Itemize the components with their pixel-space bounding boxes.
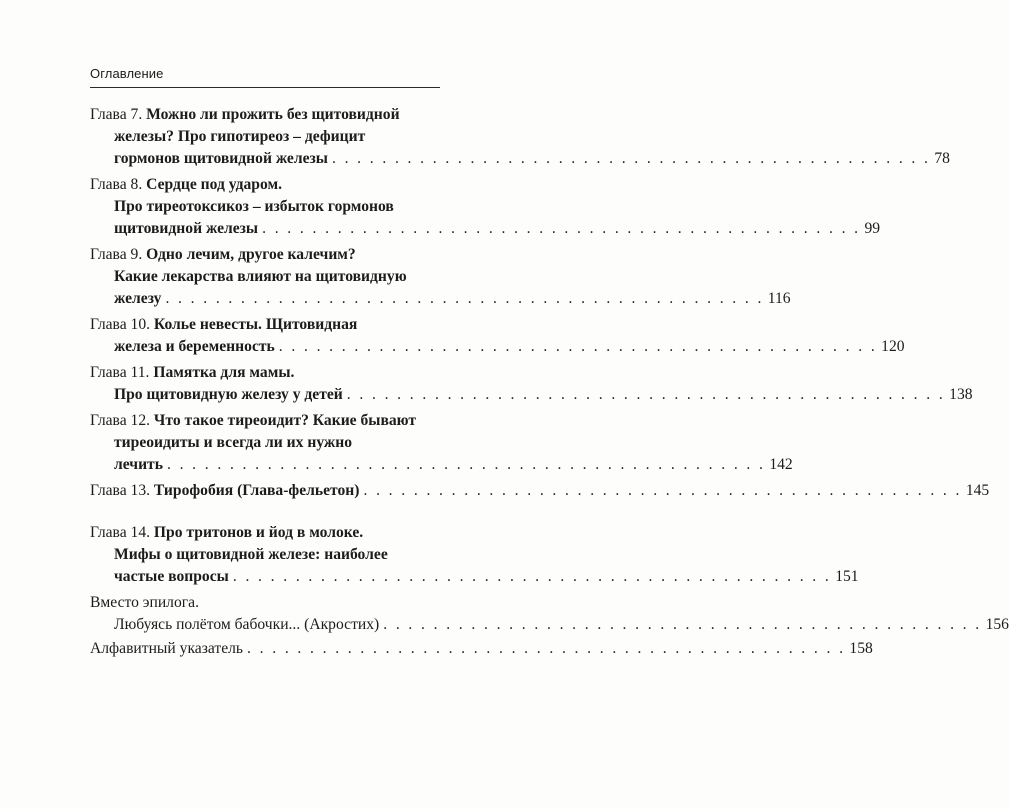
chapter-title: частые вопросы <box>114 568 229 585</box>
chapter-label: Глава 10. <box>90 316 154 333</box>
section-header: Оглавление <box>90 66 164 81</box>
chapter-title: щитовидной железы <box>114 220 259 237</box>
chapter-title: гормонов щитовидной железы <box>114 150 328 167</box>
chapter-title: Про тритонов и йод в молоке. <box>153 524 364 541</box>
chapter-title: Какие лекарства влияют на щитовидную <box>114 268 407 285</box>
chapter-label: Глава 14. <box>90 524 154 541</box>
leader-dots: . . . . . . . . . . . . . . . . . . . . . . . . . . . . . . . . . . . . . . . . . . . . . . . . <box>363 482 962 499</box>
toc-entry[interactable] <box>90 592 1009 636</box>
leader-dots: . . . . . . . . . . . . . . . . . . . . . . . . . . . . . . . . . . . . . . . . . . . . . . . . <box>331 150 931 167</box>
page-number: 156 <box>985 616 1009 633</box>
page-number: 116 <box>767 290 791 307</box>
epilogue-label: Вместо эпилога. <box>90 594 199 611</box>
chapter-title: Про щитовидную железу у детей <box>114 386 343 403</box>
toc-entry[interactable] <box>90 410 793 476</box>
chapter-label: Глава 9. <box>90 246 147 263</box>
page-number: 145 <box>965 482 990 499</box>
toc-entry[interactable] <box>90 522 859 588</box>
toc-entry[interactable] <box>90 104 950 170</box>
chapter-title: Про тиреотоксикоз – избыток гормонов <box>114 198 394 215</box>
chapter-title: Колье невесты. Щитовидная <box>153 316 358 333</box>
page-number: 142 <box>769 456 793 473</box>
toc-entry[interactable] <box>90 174 881 240</box>
page-number: 138 <box>949 386 973 403</box>
chapter-title: Что такое тиреоидит? Какие бывают <box>153 412 417 429</box>
chapter-title: Можно ли прожить без щитовидной <box>146 106 400 123</box>
leader-dots: . . . . . . . . . . . . . . . . . . . . . . . . . . . . . . . . . . . . . . . . . . . . . . . . <box>262 220 861 237</box>
page-number: 78 <box>934 150 950 167</box>
chapter-label: Глава 8. <box>90 176 147 193</box>
chapter-title: железа и беременность <box>114 338 275 355</box>
page-number: 158 <box>849 640 873 657</box>
leader-dots: . . . . . . . . . . . . . . . . . . . . . . . . . . . . . . . . . . . . . . . . . . . . . . . . <box>166 456 766 473</box>
page-number: 151 <box>835 568 859 585</box>
chapter-label: Глава 12. <box>90 412 154 429</box>
chapter-title: Тирофобия (Глава-фельетон) <box>153 482 360 499</box>
page-number: 120 <box>881 338 905 355</box>
toc-entry[interactable] <box>90 638 873 660</box>
toc-entry[interactable] <box>90 314 905 358</box>
chapter-title: железу <box>114 290 162 307</box>
chapter-title: Сердце под ударом. <box>146 176 282 193</box>
toc-entry[interactable] <box>90 362 973 406</box>
toc-entry[interactable] <box>90 480 990 502</box>
chapter-label: Глава 13. <box>90 482 154 499</box>
chapter-title: лечить <box>114 456 163 473</box>
page-number: 99 <box>864 220 881 237</box>
chapter-label: Глава 7. <box>90 106 147 123</box>
chapter-title: Любуясь полётом бабочки... (Акростих) <box>114 616 380 633</box>
chapter-title: железы? Про гипотиреоз – дефицит <box>114 128 366 145</box>
leader-dots: . . . . . . . . . . . . . . . . . . . . . . . . . . . . . . . . . . . . . . . . . . . . . . . . <box>346 386 946 403</box>
chapter-title: Памятка для мамы. <box>153 364 295 381</box>
chapter-label: Глава 11. <box>90 364 154 381</box>
chapter-title: тиреоидиты и всегда ли их нужно <box>114 434 353 451</box>
leader-dots: . . . . . . . . . . . . . . . . . . . . . . . . . . . . . . . . . . . . . . . . . . . . . . . . <box>232 568 832 585</box>
leader-dots: . . . . . . . . . . . . . . . . . . . . . . . . . . . . . . . . . . . . . . . . . . . . . . . . <box>383 616 982 633</box>
leader-dots: . . . . . . . . . . . . . . . . . . . . . . . . . . . . . . . . . . . . . . . . . . . . . . . . <box>278 338 878 355</box>
chapter-title: Одно лечим, другое калечим? <box>146 246 356 263</box>
toc-entry[interactable] <box>90 244 791 310</box>
chapter-title: Алфавитный указатель <box>90 640 244 657</box>
leader-dots: . . . . . . . . . . . . . . . . . . . . . . . . . . . . . . . . . . . . . . . . . . . . . . . . <box>165 290 764 307</box>
header-rule <box>90 87 440 88</box>
leader-dots: . . . . . . . . . . . . . . . . . . . . . . . . . . . . . . . . . . . . . . . . . . . . . . . . <box>247 640 846 657</box>
chapter-title: Мифы о щитовидной железе: наиболее <box>114 546 388 563</box>
